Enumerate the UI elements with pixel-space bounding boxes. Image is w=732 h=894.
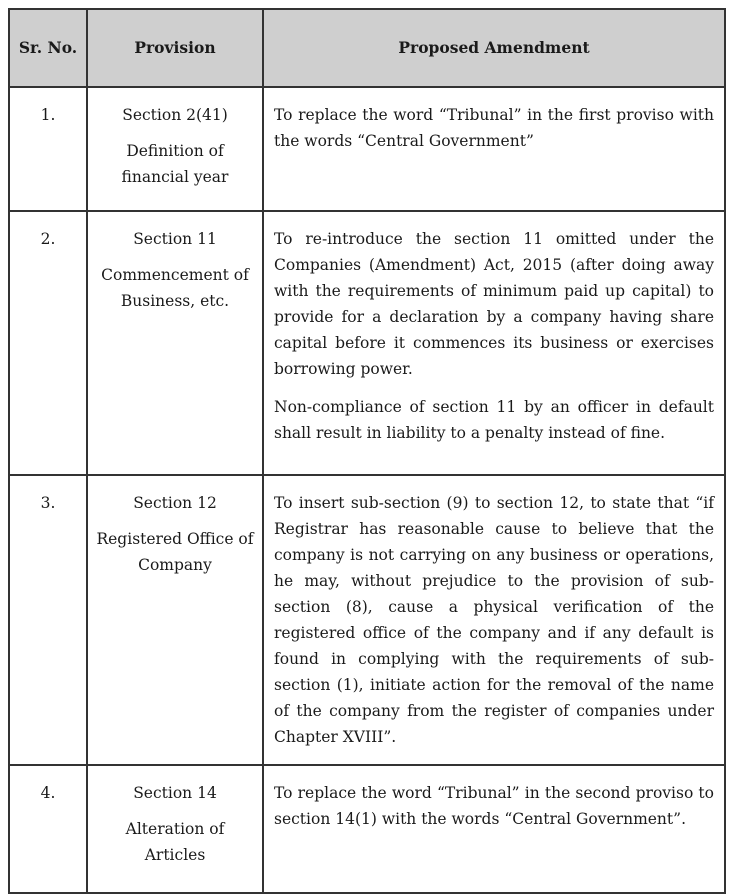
table-row [9, 765, 725, 893]
provision-title: Commencement of Business, etc. [101, 266, 249, 310]
row-amendment [263, 87, 725, 211]
row-sr-no: 1. [9, 87, 87, 211]
table-row [9, 211, 725, 475]
row-provision [87, 211, 263, 475]
provision-title: Registered Office of Company [96, 530, 254, 574]
provision-section: Section 14 [133, 784, 217, 802]
row-provision [87, 765, 263, 893]
amendment-paragraph: To re-introduce the section 11 omitted under the Companies (Amendment) Act, 2015 (after doing away with the requirements of minimum paid up capital) to provide for a declaration by a company having share capital before it commences its business or exercises borrowing power. [274, 230, 714, 378]
document-page [8, 8, 724, 894]
row-amendment [263, 765, 725, 893]
amendment-paragraph: To replace the word “Tribunal” in the second proviso to section 14(1) with the words “Central Government”. [274, 784, 714, 828]
provision-title: Definition of financial year [121, 142, 229, 186]
amendment-paragraph: To replace the word “Tribunal” in the first proviso with the words “Central Government” [274, 106, 714, 150]
row-provision [87, 475, 263, 765]
provision-title: Alteration of Articles [125, 820, 225, 864]
amendment-paragraph: Non-compliance of section 11 by an officer in default shall result in liability to a penalty instead of fine. [274, 398, 714, 442]
amendment-paragraph: To insert sub-section (9) to section 12, to state that “if Registrar has reasonable cause to believe that the company is not carrying on any business or operations, he may, without prejudice to the provision of sub-section (8), cause a physical verification of the registered office of the company and if any default is found in complying with the requirements of sub-section (1), initiate action for the removal of the name of the company from the register of companies under Chapter XVIII”. [274, 494, 714, 746]
row-provision [87, 87, 263, 211]
table-body [9, 87, 725, 893]
row-sr-no: 4. [9, 765, 87, 893]
table-row [9, 475, 725, 765]
row-sr-no: 2. [9, 211, 87, 475]
provision-section: Section 11 [133, 230, 217, 248]
row-amendment [263, 475, 725, 765]
table-header [9, 9, 725, 87]
header-row [9, 9, 725, 87]
header-sr-no: Sr. No. [9, 9, 87, 87]
provision-section: Section 12 [133, 494, 217, 512]
table-row [9, 87, 725, 211]
row-amendment [263, 211, 725, 475]
provision-section: Section 2(41) [122, 106, 228, 124]
amendments-table [8, 8, 726, 894]
header-provision: Provision [87, 9, 263, 87]
header-proposed-amendment: Proposed Amendment [263, 9, 725, 87]
row-sr-no: 3. [9, 475, 87, 765]
